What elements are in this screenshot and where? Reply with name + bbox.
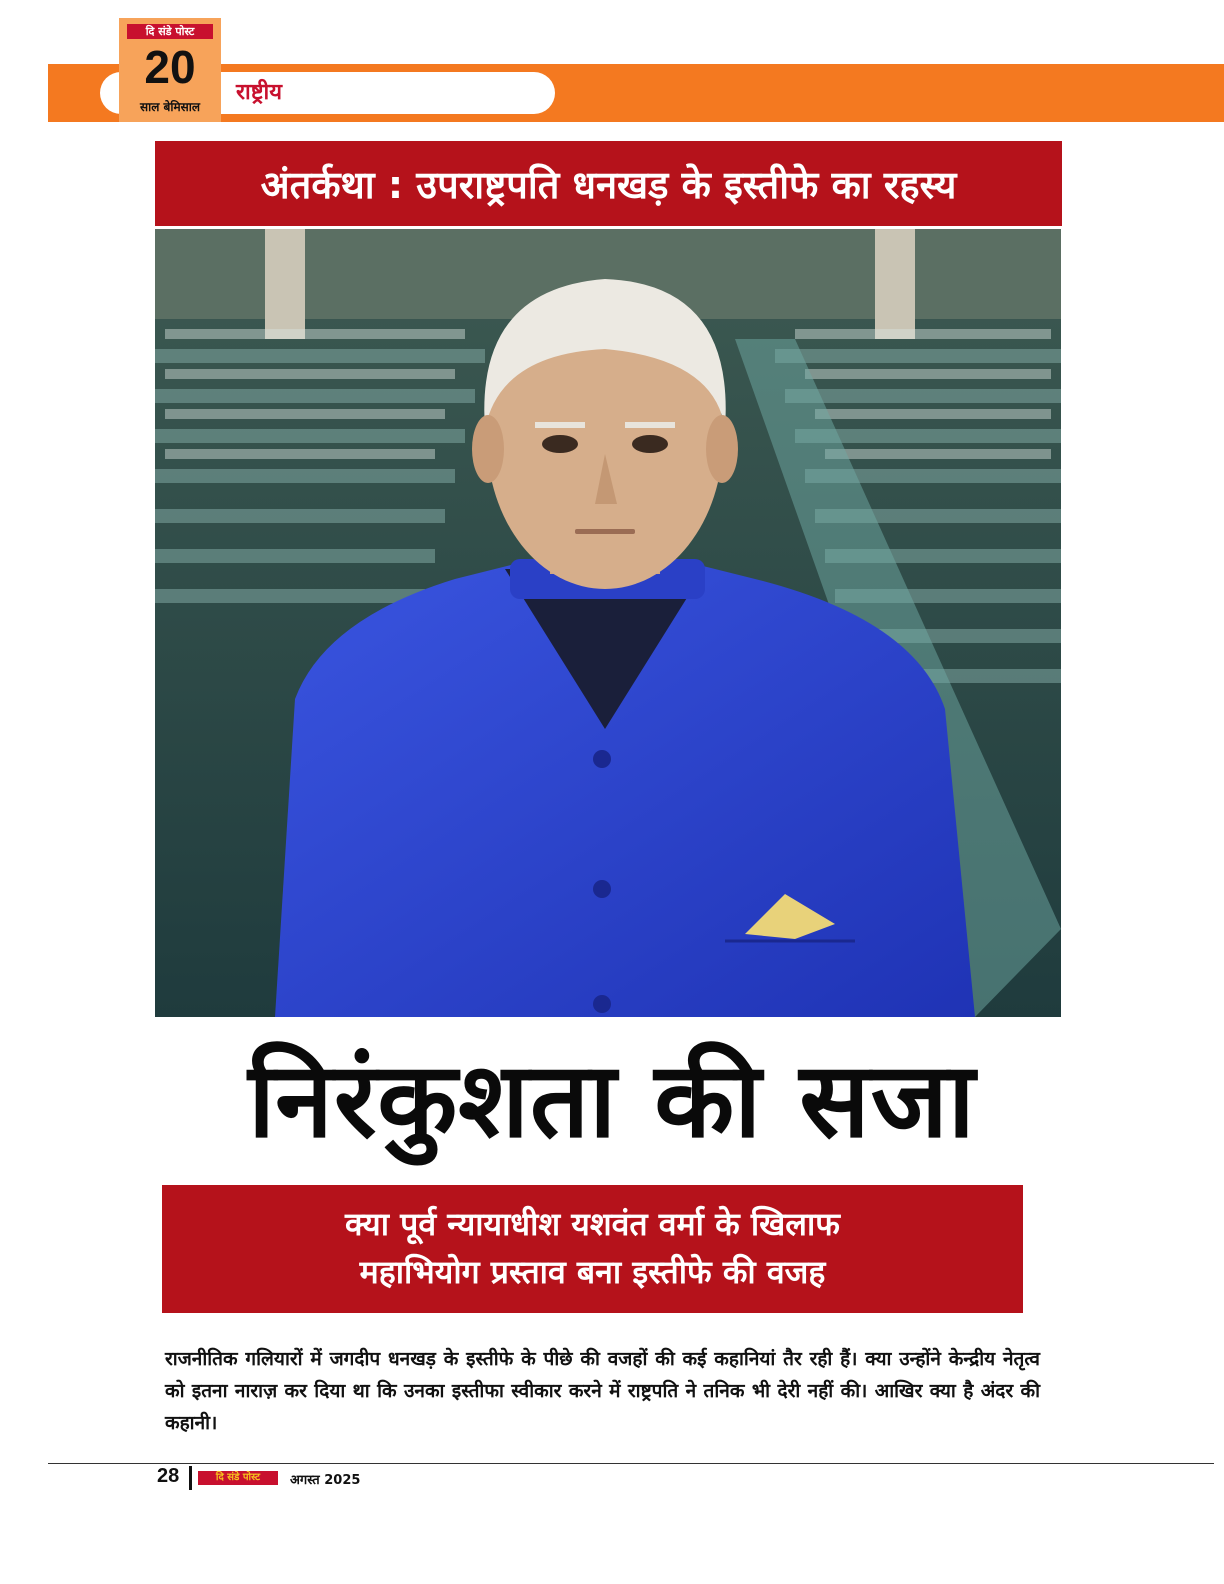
anniversary-badge xyxy=(119,18,221,122)
badge-brand-logo: दि संडे पोस्ट xyxy=(127,24,213,39)
deck-line-1: क्या पूर्व न्यायाधीश यशवंत वर्मा के खिलाफ xyxy=(345,1205,840,1243)
lead-photo xyxy=(155,229,1061,1017)
kicker-text: अंतर्कथा : उपराष्ट्रपति धनखड़ के इस्तीफे का रहस्य xyxy=(260,162,957,207)
headline: निरंकुशता की सजा xyxy=(248,1039,976,1161)
page-number: 28 xyxy=(157,1465,180,1487)
deck-line-2: महाभियोग प्रस्ताव बना इस्तीफे की वजह xyxy=(359,1253,826,1291)
footer-separator xyxy=(189,1466,192,1490)
badge-number: 20 xyxy=(144,41,196,93)
issue-date: अगस्त 2025 xyxy=(290,1473,361,1488)
portrait-illustration xyxy=(155,229,1061,1017)
badge-subtitle: साल बेमिसाल xyxy=(139,100,201,114)
section-label: राष्ट्रीय xyxy=(236,80,283,105)
intro-paragraph: राजनीतिक गलियारों में जगदीप धनखड़ के इस्तीफे के पीछे की वजहों की कई कहानियां तैर रही हैं। क्या उन्होंने केन्द्रीय नेतृत्व को इतना नाराज़ कर दिया था कि उनका इस्तीफा स्वीकार करने में राष्ट्रपति ने तनिक भी देरी नहीं की। आखिर क्या है अंदर की कहानी। xyxy=(165,1348,1040,1434)
deck-box xyxy=(162,1185,1023,1313)
kicker-bar xyxy=(155,141,1062,226)
footer-brand-logo: दि संडे पोस्ट xyxy=(198,1471,278,1485)
footer-rule xyxy=(48,1463,1214,1464)
